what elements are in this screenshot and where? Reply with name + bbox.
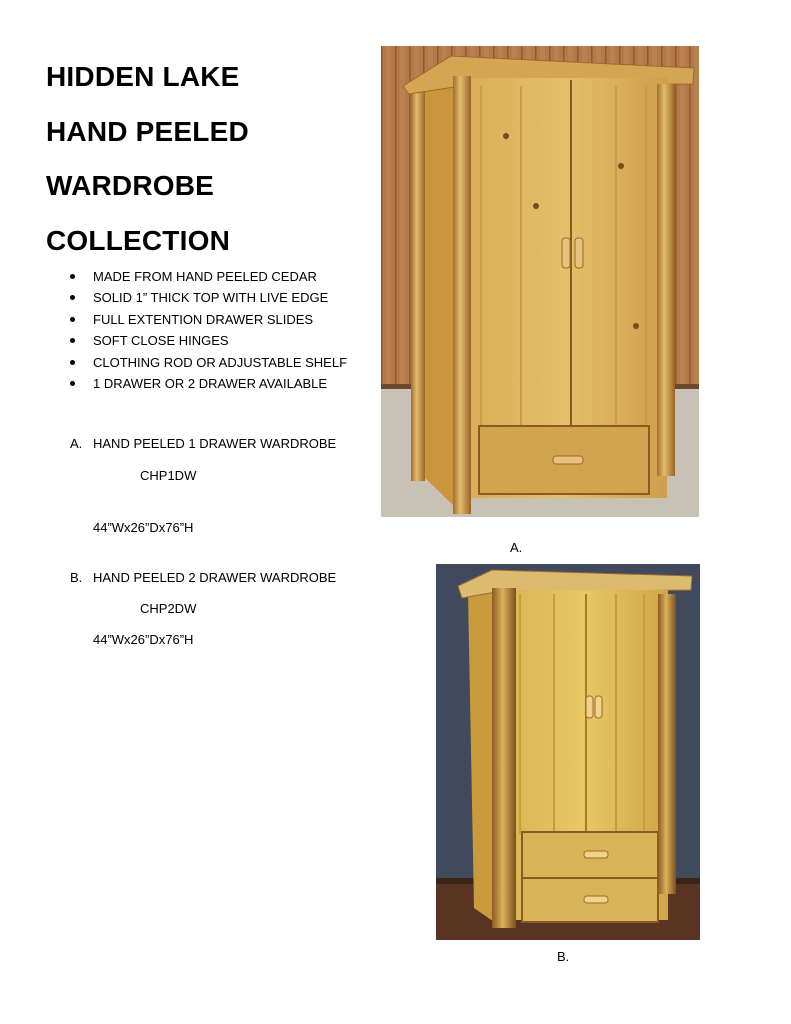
product-dimensions: 44”Wx26”Dx76”H: [93, 520, 194, 535]
product-dimensions: 44”Wx26”Dx76”H: [93, 632, 194, 647]
feature-item: SOFT CLOSE HINGES: [70, 330, 347, 351]
product-a-photo: [381, 46, 699, 517]
product-name: HAND PEELED 1 DRAWER WARDROBE: [93, 436, 337, 451]
feature-item: MADE FROM HAND PEELED CEDAR: [70, 266, 347, 287]
title-line: WARDROBE: [46, 170, 215, 201]
photo-caption: B.: [557, 949, 570, 964]
product-letter: A.: [70, 436, 83, 451]
product-b-photo: [436, 564, 700, 940]
feature-item: CLOTHING ROD OR ADJUSTABLE SHELF: [70, 352, 347, 373]
product-letter: B.: [70, 570, 83, 585]
feature-item: FULL EXTENTION DRAWER SLIDES: [70, 309, 347, 330]
title-line: HIDDEN LAKE: [46, 61, 240, 92]
title-line: COLLECTION: [46, 224, 230, 256]
product-code: CHP2DW: [140, 601, 197, 616]
photo-caption: A.: [510, 540, 523, 555]
product-name: HAND PEELED 2 DRAWER WARDROBE: [93, 570, 337, 585]
feature-list: [70, 266, 347, 394]
product-code: CHP1DW: [140, 468, 197, 483]
feature-item: SOLID 1” THICK TOP WITH LIVE EDGE: [70, 287, 347, 308]
page-title: [46, 50, 249, 268]
feature-item: 1 DRAWER OR 2 DRAWER AVAILABLE: [70, 373, 347, 394]
title-line: HAND PEELED: [46, 115, 249, 147]
